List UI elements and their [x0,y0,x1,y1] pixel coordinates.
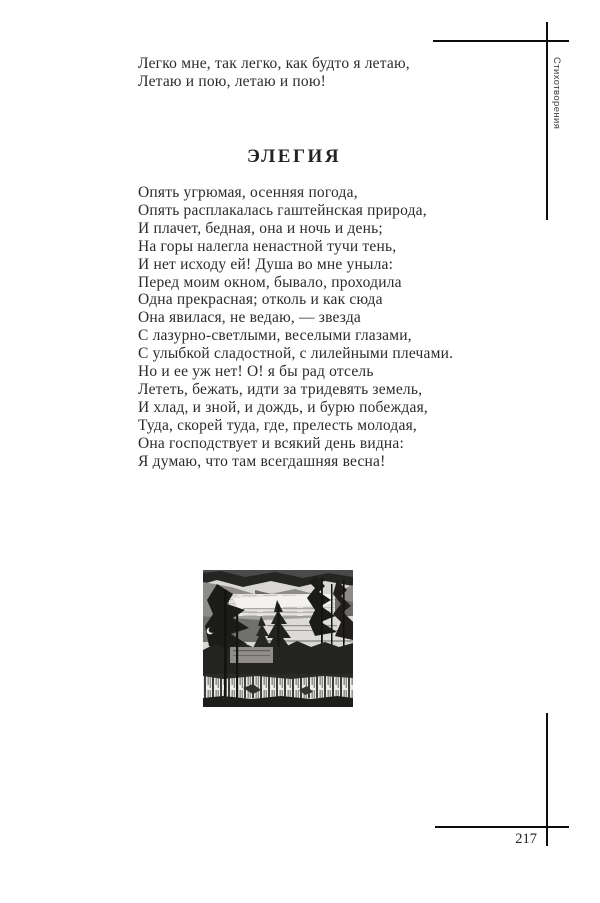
poem-line: Лететь, бежать, идти за тридевять земель, [138,380,423,398]
poem-line: И нет исходу ей! Душа во мне уныла: [138,255,394,273]
poem-line: Туда, скорей туда, где, прелесть молодая, [138,416,418,434]
poem-line: И плачет, бедная, она и ночь и день; [138,219,383,237]
poem-line: С лазурно-светлыми, веселыми глазами, [138,327,412,345]
top-horizontal-rule [433,40,569,42]
poem-line: С улыбкой сладостной, с лилейными плечами. [138,345,454,363]
page-number: 217 [515,831,537,847]
poem-line: Я думаю, что там всегдашняя весна! [138,452,386,470]
woodcut-svg [203,570,353,707]
previous-poem-ending [138,55,410,90]
bottom-horizontal-rule [435,826,569,828]
forest-lake-woodcut-illustration [203,570,353,707]
poem-line: Но и ее уж нет! О! я бы рад отсель [138,363,374,381]
poem-line: Одна прекрасная; отколь и как сюда [138,291,383,309]
epigraph-line: Летаю и пою, летаю и пою! [138,72,326,90]
poem-line: Опять расплакалась гаштейнская природа, [138,201,427,219]
poem-line: И хлад, и зной, и дождь, и бурю побеждая, [138,398,428,416]
poem-body [138,184,453,471]
poem-line: Опять угрюмая, осенняя погода, [138,184,358,201]
poem-line: Она господствует и всякий день видна: [138,434,405,452]
poem-line: Она явилася, не ведаю, — звезда [138,309,362,327]
top-vertical-rule [546,22,548,220]
poem-title: ЭЛЕГИЯ [246,146,342,167]
poem-line: На горы налегла ненастной тучи тень, [138,237,397,255]
section-label-vertical: Стихотворения [551,57,562,130]
poem-line: Перед моим окном, бывало, проходила [138,273,402,291]
epigraph-line: Легко мне, так легко, как будто я летаю, [138,55,410,72]
